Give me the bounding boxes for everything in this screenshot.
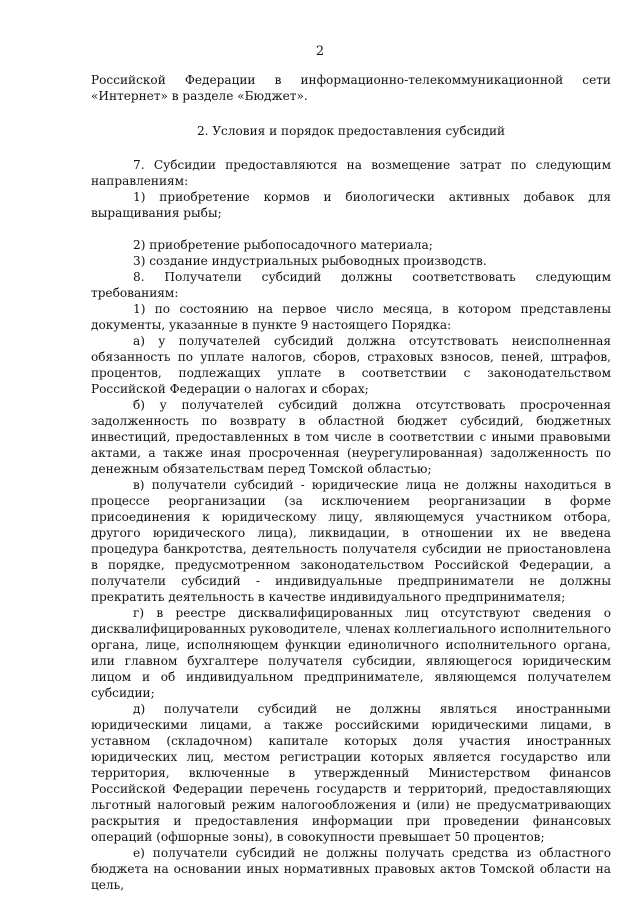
- paragraph-item-1: 1) приобретение кормов и биологически активных добавок для выращивания рыбы;: [91, 190, 611, 220]
- paragraph-item-3: 3) создание индустриальных рыбоводных производств.: [133, 254, 487, 268]
- paragraph-subitem-v: в) получатели субсидий - юридические лица не должны находиться в процессе реорганизации (за исключением реорганизации в форме присоединения к юридическому лицу, являющемуся участником отбора, другого юридического лица), ликвидации, в отношении их не введена процедура банкротства, деятельность получателя субсидии не приостановлена в порядке, предусмотренном законодательством Российской Федерации, а получатели субсидий - индивидуальные предприниматели не должны прекратить деятельность в качестве индивидуального предпринимателя;: [91, 478, 611, 604]
- paragraph-item-2: 2) приобретение рыбопосадочного материала;: [133, 238, 433, 252]
- paragraph-subitem-a: а) у получателей субсидий должна отсутствовать неисполненная обязанность по уплате налогов, сборов, страховых взносов, пеней, штрафов, процентов, подлежащих уплате в соответствии с законодательством Российской Федерации о налогах и сборах;: [91, 334, 611, 396]
- paragraph-subitem-g: г) в реестре дисквалифицированных лиц отсутствуют сведения о дисквалифицированных руководителе, членах коллегиального исполнительного органа, лице, исполняющем функции единоличного исполнительного органа, или главном бухгалтере получателя субсидии, являющегося юридическим лицом и об индивидуальном предпринимателе, являющемся получателем субсидии;: [91, 606, 611, 700]
- paragraph-clause-8: 8. Получатели субсидий должны соответствовать следующим требованиям:: [91, 270, 611, 300]
- paragraph-continuation: Российской Федерации в информационно-телекоммуникационной сети «Интернет» в разделе «Бюджет».: [91, 73, 611, 103]
- document-body: [91, 72, 611, 893]
- paragraph-subitem-e: е) получатели субсидий не должны получать средства из областного бюджета на основании иных нормативных правовых актов Томской области на цель,: [91, 846, 611, 892]
- paragraph-subitem-d: д) получатели субсидий не должны являться иностранными юридическими лицами, а также российскими юридическими лицами, в уставном (складочном) капитале которых доля участия иностранных юридических лиц, местом регистрации которых является государство или территория, включенные в утвержденный Министерством финансов Российской Федерации перечень государств и территорий, предоставляющих льготный налоговый режим налогообложения и (или) не предусматривающих раскрытия и предоставления информации при проведении финансовых операций (офшорные зоны), в совокупности превышает 50 процентов;: [91, 702, 611, 844]
- page-number: 2: [315, 44, 325, 59]
- paragraph-clause-7: 7. Субсидии предоставляются на возмещение затрат по следующим направлениям:: [91, 158, 611, 188]
- paragraph-requirement-1: 1) по состоянию на первое число месяца, в котором представлены документы, указанные в пункте 9 настоящего Порядка:: [91, 302, 611, 332]
- paragraph-subitem-b: б) у получателей субсидий должна отсутствовать просроченная задолженность по возврату в областной бюджет субсидий, бюджетных инвестиций, предоставленных в том числе в соответствии с иными правовыми актами, а также иная просроченная (неурегулированная) задолженность по денежным обязательствам перед Томской областью;: [91, 398, 611, 476]
- section-heading: 2. Условия и порядок предоставления субсидий: [196, 124, 506, 138]
